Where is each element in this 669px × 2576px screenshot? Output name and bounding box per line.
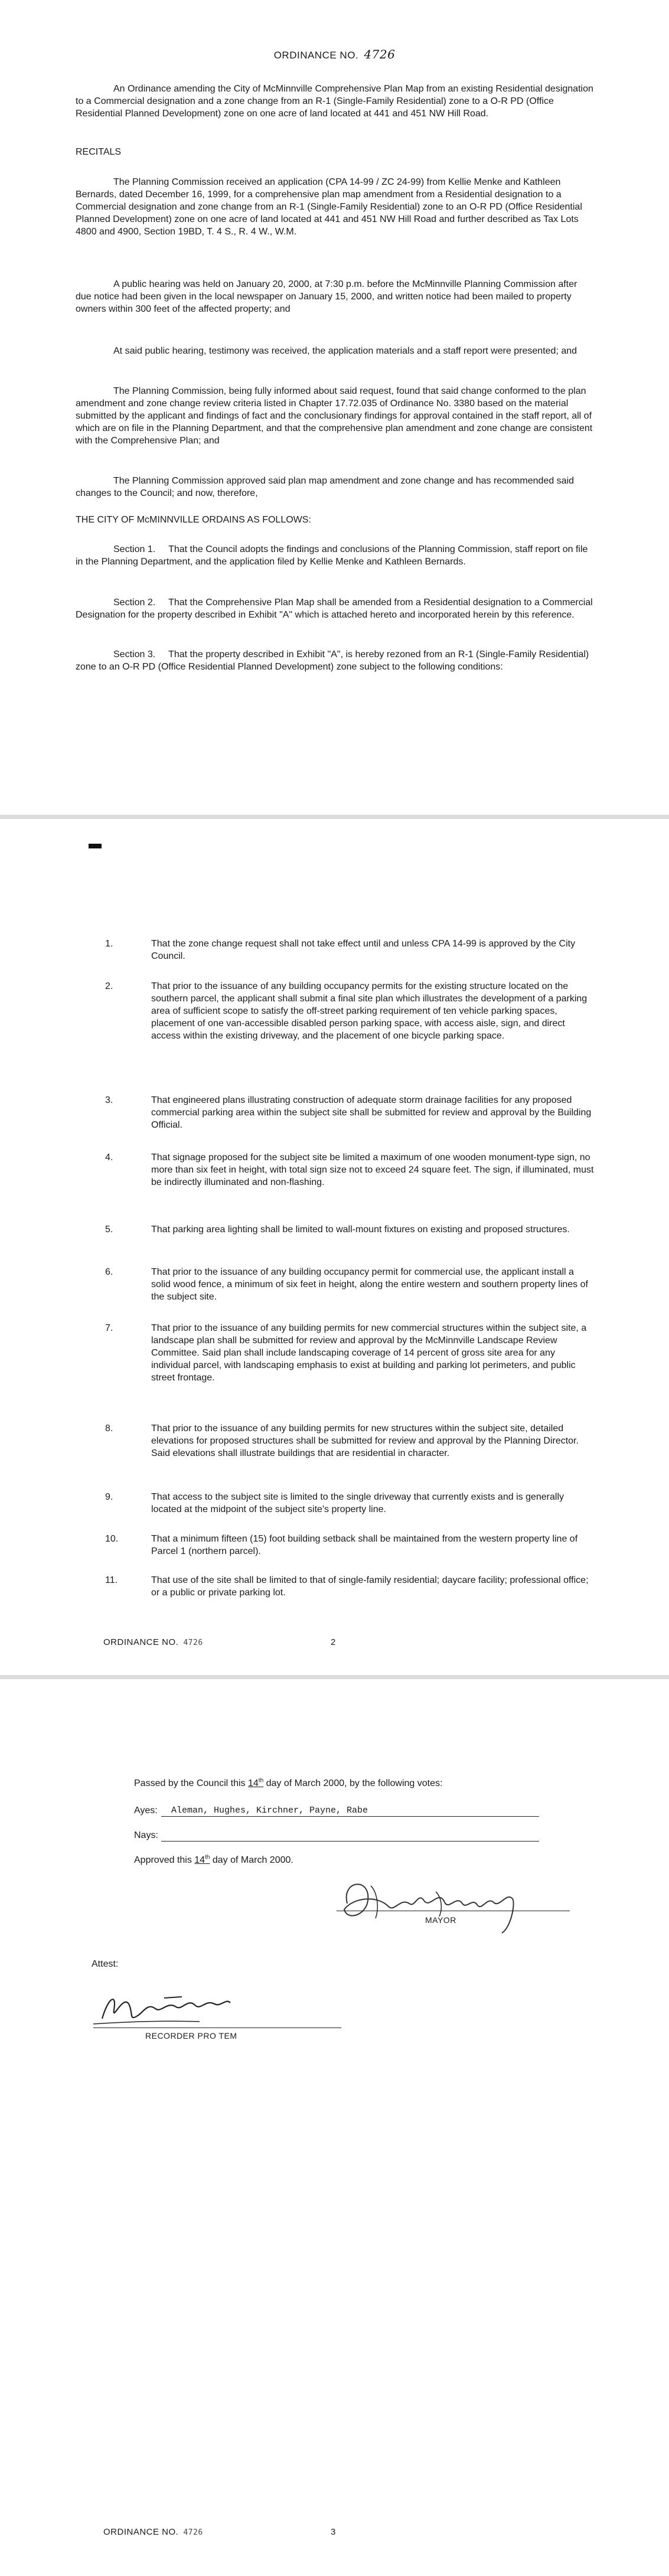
condition-number: 11. (105, 1575, 118, 1585)
section-1: Section 1. That the Council adopts the findings and conclusions of the Planning Commission, staff report on file in the Planning Department, and the application filed by Kellie Menke and Kathleen Bernards. (76, 544, 588, 567)
recital-paragraph-5: The Planning Commission approved said plan map amendment and zone change and has recommended said changes to the Council; and now, therefore, (76, 476, 575, 498)
condition-text: That use of the site shall be limited to that of single-family residential; daycare facility; professional office; or a public or private parking lot. (151, 1575, 589, 1598)
condition-item (105, 980, 595, 1042)
condition-item (105, 1574, 595, 1599)
condition-number: 1. (105, 939, 113, 949)
passed-day (248, 1778, 263, 1788)
section-2: Section 2. That the Comprehensive Plan Map shall be amended from a Residential designation to a Commercial Designation for the property described in Exhibit "A" which is attached hereto and incorporated herein by this reference. (76, 598, 593, 620)
condition-item (105, 1322, 595, 1384)
scan-mark (89, 844, 102, 848)
recital-paragraph-1: The Planning Commission received an application (CPA 14-99 / ZC 24-99) from Kellie Menke and Kathleen Bernards, dated December 16, 1999, for a comprehensive plan map amendment from a Residential designation to a Commercial designation and zone change from an R-1 (Single-Family Residential) zone to an O-R PD (Office Residential Planned Development) zone on one acre of land located at 441 and 451 NW Hill Road and further described as Tax Lots 4800 and 4900, Section 19BD, T. 4 S., R. 4 W., W.M. (76, 177, 582, 237)
approved-text-end: day of March 2000. (210, 1855, 293, 1865)
passed-day-number: 14 (248, 1778, 259, 1788)
condition-text: That prior to the issuance of any building permits for new structures within the subject site, detailed elevations for proposed structures shall be submitted for review and approval by the Planning Director. Said elevations shall illustrate buildings that are residential in character. (151, 1424, 579, 1458)
condition-text: That signage proposed for the subject site be limited a maximum of one wooden monument-type sign, no more than six feet in height, with total sign size not to exceed 24 square feet. The sign, if illuminated, must be indirectly illuminated and non-flashing. (151, 1152, 594, 1187)
condition-text: That prior to the issuance of any building permits for new commercial structures within the subject site, a landscape plan shall be submitted for review and approval by the McMinnville Landscape Review Committee. Said plan shall include landscaping coverage of 14 percent of gross site area for any individual parcel, with landscaping emphasis to exist at building and parking lot perimeters, and public street frontage. (151, 1323, 587, 1383)
approved-day-suffix: th (205, 1854, 210, 1861)
condition-number: 3. (105, 1095, 113, 1105)
ordains-heading: THE CITY OF McMINNVILLE ORDAINS AS FOLLOWS: (76, 515, 311, 525)
condition-item (105, 1094, 595, 1131)
condition-item (105, 1491, 595, 1516)
condition-text: That engineered plans illustrating construction of adequate storm drainage facilities for any proposed commercial parking area within the subject site shall be submitted for review and approval by the Building Official. (151, 1095, 592, 1130)
ayes-label: Ayes: (134, 1806, 158, 1816)
approved-day-number: 14 (194, 1855, 205, 1865)
condition-number: 8. (105, 1424, 113, 1434)
condition-number: 10. (105, 1534, 119, 1544)
nays-line (161, 1841, 539, 1842)
ordinance-number-handwritten: 4726 (364, 47, 396, 61)
condition-text: That a minimum fifteen (15) foot building setback shall be maintained from the western property line of Parcel 1 (northern parcel). (151, 1534, 578, 1556)
attest-label: Attest: (92, 1959, 119, 1969)
nays-label: Nays: (134, 1830, 158, 1840)
approved-statement (134, 1854, 547, 1866)
recitals-heading: RECITALS (76, 147, 122, 157)
condition-text: That prior to the issuance of any building occupancy permits for the existing structure located on the southern parcel, the applicant shall submit a final site plan which illustrates the development of a parking area of sufficient scope to satisfy the off-street parking requirement of ten vehicle parking spaces, placement of one van-accessible disabled person parking space, with access aisle, sign, and direct access within the existing driveway, and the placement of one bicycle parking space. (151, 981, 588, 1041)
condition-text: That parking area lighting shall be limited to wall-mount fixtures on existing and proposed structures. (151, 1225, 570, 1235)
condition-item (105, 1422, 595, 1460)
recital-paragraph-2: A public hearing was held on January 20, 2000, at 7:30 p.m. before the McMinnville Planning Commission after due notice had been given in the local newspaper on January 15, 2000, and written notice had been mailed to property owners within 300 feet of the affected property; and (76, 279, 577, 314)
passed-text-end: day of March 2000, by the following votes: (263, 1778, 443, 1788)
condition-number: 2. (105, 981, 113, 991)
condition-item (105, 1533, 595, 1558)
page-number: 3 (331, 2527, 336, 2537)
page-3 (0, 1679, 669, 2576)
passed-day-suffix: th (258, 1777, 264, 1784)
page-1 (0, 0, 669, 815)
condition-item (105, 1266, 595, 1303)
condition-item (105, 1151, 595, 1189)
section-3: Section 3. That the property described in Exhibit "A", is hereby rezoned from an R-1 (Single-Family Residential) zone to an O-R PD (Office Residential Planned Development) zone subject to the following conditions: (76, 649, 589, 672)
condition-item (105, 938, 595, 962)
page-2-footer (103, 1636, 203, 1649)
page-number: 2 (331, 1637, 336, 1647)
mayor-label: MAYOR (425, 1915, 456, 1925)
recital-paragraph-4: The Planning Commission, being fully informed about said request, found that said change conformed to the plan amendment and zone change review criteria listed in Chapter 17.72.035 of Ordinance No. 3380 based on the material submitted by the applicant and findings of fact and the conclusionary findings for approval contained in the staff report, all of which are on file in the Planning Department, and that the comprehensive plan amendment and zone change are consistent with the Comprehensive Plan; and (76, 386, 593, 446)
condition-text: That the zone change request shall not take effect until and unless CPA 14-99 is approved by the City Council. (151, 939, 576, 961)
page-separator (0, 1675, 669, 1679)
condition-text: That access to the subject site is limited to the single driveway that currently exists and is generally located at the midpoint of the subject site's property line. (151, 1492, 564, 1514)
passed-text: Passed by the Council this (134, 1778, 248, 1788)
recorder-signature-icon (93, 1986, 282, 2033)
mayor-signature-icon (335, 1874, 583, 1939)
approved-text: Approved this (134, 1855, 195, 1865)
condition-number: 4. (105, 1152, 113, 1163)
condition-text: That prior to the issuance of any building occupancy permit for commercial use, the applicant install a solid wood fence, a minimum of six feet in height, along the entire western and southern property lines of the subject site. (151, 1267, 588, 1302)
recital-paragraph-3: At said public hearing, testimony was received, the application materials and a staff report were presented; and (113, 346, 577, 356)
footer-ordinance-label: ORDINANCE NO. (103, 1637, 179, 1647)
ordinance-title (0, 48, 669, 61)
condition-number: 6. (105, 1267, 113, 1277)
condition-number: 7. (105, 1323, 113, 1333)
footer-ordinance-number: 4726 (183, 2528, 203, 2537)
page-2 (0, 819, 669, 1675)
footer-ordinance-number: 4726 (183, 1638, 203, 1647)
ayes-value: Aleman, Hughes, Kirchner, Payne, Rabe (171, 1806, 368, 1816)
page-separator (0, 815, 669, 819)
footer-ordinance-label: ORDINANCE NO. (103, 2527, 179, 2537)
page-3-footer (103, 2526, 203, 2539)
ordinance-title-prefix: ORDINANCE NO. (273, 50, 359, 61)
condition-number: 5. (105, 1225, 113, 1235)
recorder-label: RECORDER PRO TEM (145, 2031, 237, 2040)
intro-paragraph: An Ordinance amending the City of McMinnville Comprehensive Plan Map from an existing Residential designation to a Commercial designation and a zone change from an R-1 (Single-Family Residential) zone to a O-R PD (Office Residential Planned Development) zone on one acre of land located at 441 and 451 NW Hill Road. (76, 84, 593, 119)
approved-day (194, 1855, 210, 1865)
ayes-line (161, 1816, 539, 1817)
condition-number: 9. (105, 1492, 113, 1502)
condition-item (105, 1223, 595, 1236)
passed-statement (134, 1777, 583, 1790)
